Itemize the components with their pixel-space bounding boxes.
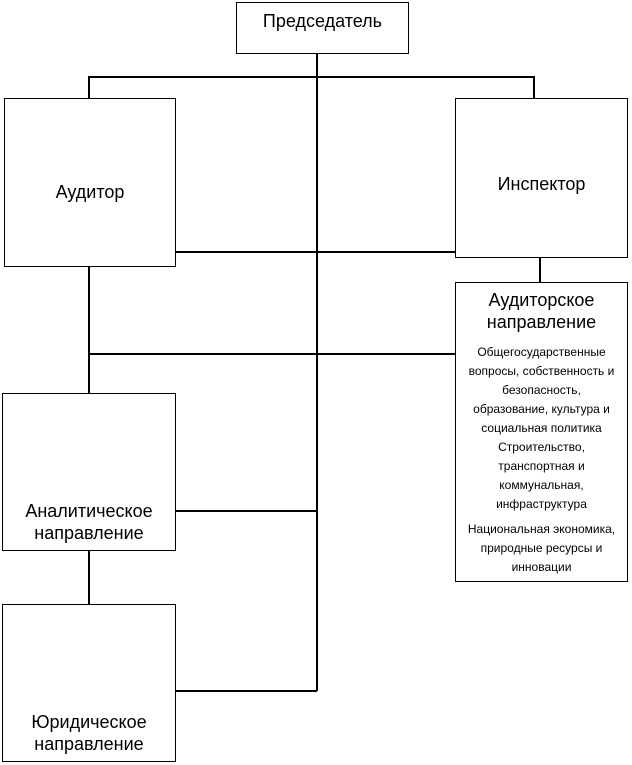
analytical-direction-box: [2, 393, 176, 551]
chairman-box: [236, 2, 409, 54]
audit-direction-box: [455, 282, 628, 582]
audit-direction-item: Общегосударственные вопросы, собственность и безопасность,: [468, 345, 615, 397]
inspector-box: [455, 98, 628, 258]
audit-direction-title: Аудиторское направление: [486, 290, 597, 332]
analytical-direction-label-2: направление: [34, 523, 144, 543]
legal-direction-label-2: направление: [34, 734, 144, 754]
legal-direction-label-1: Юридическое: [31, 712, 147, 732]
audit-direction-item: образование, культура и социальная политика: [473, 402, 610, 435]
auditor-label: Аудитор: [55, 181, 125, 202]
audit-direction-item: Национальная экономика, природные ресурсы и инновации: [467, 522, 616, 574]
auditor-box: [4, 98, 176, 267]
analytical-direction-label-1: Аналитическое: [25, 501, 153, 521]
top-bar-line: [89, 77, 534, 98]
chairman-label: Председатель: [262, 11, 383, 31]
inspector-label: Инспектор: [497, 174, 586, 194]
legal-direction-box: [2, 604, 176, 762]
audit-direction-item: Строительство, транспортная и коммунальная, инфраструктура: [496, 440, 587, 511]
